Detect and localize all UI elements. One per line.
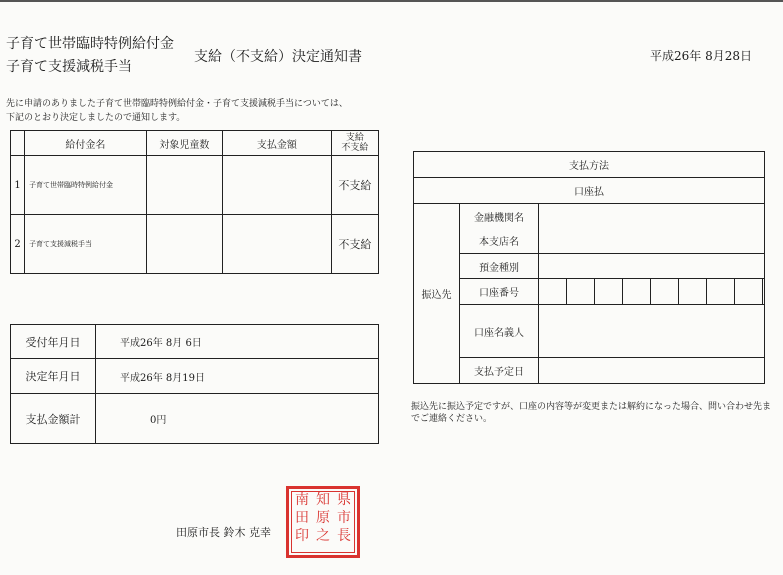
account-digit-box — [707, 279, 735, 305]
row-name: 子育て支援減税手当 — [25, 215, 147, 274]
col-status-header-2: 不支給 — [341, 143, 369, 153]
row-status: 不支給 — [331, 215, 378, 274]
official-seal: 県 市 長 知 原 之 南 田 印 — [286, 486, 360, 558]
row-amount — [223, 215, 332, 274]
payment-method-value: 口座払 — [414, 178, 765, 204]
account-digit-box — [651, 279, 679, 305]
row-children — [146, 215, 222, 274]
branch-label: 本支店名 — [460, 229, 539, 254]
bank-label: 金融機関名 — [460, 204, 539, 229]
total-value: 0円 — [96, 394, 379, 444]
decided-value: 平成26年 8月19日 — [96, 359, 379, 394]
notice-title: 支給（不支給）決定通知書 — [194, 49, 362, 65]
account-digit-box — [679, 279, 707, 305]
intro-line-2: 下記のとおり決定しましたので通知します。 — [6, 113, 186, 123]
col-status-header-1: 支給 — [345, 133, 364, 143]
row-amount — [223, 156, 332, 215]
benefit-table-header — [11, 131, 379, 156]
account-holder-value — [539, 305, 765, 358]
benefit-table — [10, 130, 379, 274]
payment-table — [413, 151, 765, 384]
account-digit-box — [735, 279, 763, 305]
row-status: 不支給 — [331, 156, 378, 215]
bank-value — [539, 204, 765, 229]
col-children-header: 対象児童数 — [146, 131, 222, 156]
scheduled-date-label: 支払予定日 — [460, 358, 539, 384]
account-digit-box — [595, 279, 623, 305]
deposit-type-value — [539, 254, 765, 279]
row-children — [146, 156, 222, 215]
intro-line-1: 先に申請のありました子育て世帯臨時特例給付金・子育て支援減税手当については、 — [6, 99, 348, 109]
total-label: 支払金額計 — [11, 394, 96, 444]
account-digit-box — [539, 279, 567, 305]
table-row — [11, 215, 379, 274]
table-row — [11, 156, 379, 215]
scan-edge-line — [0, 0, 783, 2]
deposit-type-label: 預金種別 — [460, 254, 539, 279]
account-number-label: 口座番号 — [460, 279, 539, 305]
payment-method-label: 支払方法 — [414, 152, 765, 178]
benefit-title-2: 子育て支援減税手当 — [6, 59, 132, 75]
col-status-header — [331, 131, 378, 156]
received-value: 平成26年 8月 6日 — [96, 325, 379, 359]
account-holder-label: 口座名義人 — [460, 305, 539, 358]
received-label: 受付年月日 — [11, 325, 96, 359]
col-item-header: 給付金名 — [25, 131, 147, 156]
benefit-title-1: 子育て世帯臨時特例給付金 — [6, 36, 174, 52]
transfer-label: 振込先 — [414, 204, 460, 384]
account-digit-box — [567, 279, 595, 305]
signer-name: 田原市長 鈴木 克幸 — [176, 526, 271, 539]
payment-note: 振込先に振込予定ですが、口座の内容等が変更または解約になった場合、問い合わせ先までご連絡ください。 — [411, 402, 772, 424]
col-amount-header: 支払金額 — [223, 131, 332, 156]
dates-table — [10, 324, 379, 444]
notice-date: 平成26年 8月28日 — [650, 49, 752, 63]
row-number: 1 — [11, 156, 25, 215]
decided-label: 決定年月日 — [11, 359, 96, 394]
row-name: 子育て世帯臨時特例給付金 — [25, 156, 147, 215]
account-digit-box — [763, 279, 765, 305]
branch-value — [539, 229, 765, 254]
scheduled-date-value — [539, 358, 765, 384]
row-number: 2 — [11, 215, 25, 274]
account-digit-box — [623, 279, 651, 305]
